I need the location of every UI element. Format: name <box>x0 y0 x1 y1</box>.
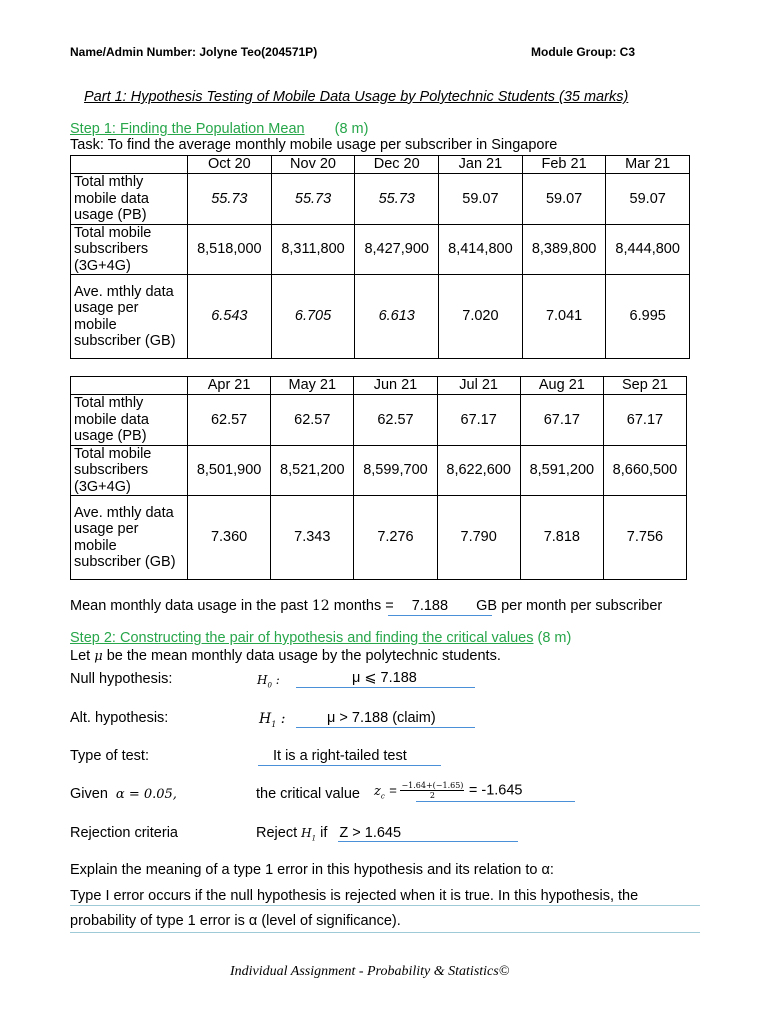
table-cell: 62.57 <box>188 395 271 446</box>
table-cell: 59.07 <box>522 174 606 225</box>
table-cell: 6.995 <box>606 275 690 359</box>
answer-rule-1 <box>70 905 700 906</box>
zc-symbol: $z_c$ <box>374 783 385 801</box>
critical-value-result: = -1.645 <box>468 782 523 799</box>
table-cell: 6.613 <box>355 275 439 359</box>
given-label: Given α = 0.05, <box>70 786 177 802</box>
h1-symbol: $H_1$ : <box>259 711 286 729</box>
table-cell: 8,622,600 <box>437 445 520 496</box>
row-label: Total mobile subscribers (3G+4G) <box>71 445 188 496</box>
table-cell: 8,414,800 <box>439 224 523 275</box>
table-cell: 8,521,200 <box>271 445 354 496</box>
row-label: Total mthly mobile data usage (PB) <box>71 395 188 446</box>
table-cell: 7.756 <box>603 496 686 580</box>
table-cell: 8,518,000 <box>188 224 272 275</box>
month-header: Apr 21 <box>188 377 271 395</box>
usage-table-1 <box>70 155 690 359</box>
table-row <box>71 496 687 580</box>
table-cell: 8,389,800 <box>522 224 606 275</box>
table-corner-cell <box>71 377 188 395</box>
critical-value-formula: $z_c$ = $\frac{-1.64+(-1.65)}{2}$ = -1.645 <box>374 781 523 801</box>
table-cell: 55.73 <box>355 174 439 225</box>
mean-value: 7.188 <box>411 598 449 614</box>
null-hypothesis-label: Null hypothesis: <box>70 671 173 687</box>
month-header: Dec 20 <box>355 156 439 174</box>
month-header: Sep 21 <box>603 377 686 395</box>
type1-answer-line1: Type I error occurs if the null hypothesis is rejected when it is true. In this hypothesis, the <box>70 888 639 904</box>
test-type-value: It is a right-tailed test <box>273 748 407 764</box>
month-header: Jan 21 <box>439 156 523 174</box>
table-cell: 59.07 <box>606 174 690 225</box>
rejection-answer-line <box>338 841 518 842</box>
month-header: Oct 20 <box>188 156 272 174</box>
table-row <box>71 174 690 225</box>
table-cell: 8,599,700 <box>354 445 437 496</box>
let-statement: Let μ be the mean monthly data usage by the polytechnic students. <box>70 648 501 664</box>
type1-question: Explain the meaning of a type 1 error in this hypothesis and its relation to α: <box>70 862 554 878</box>
month-header: Nov 20 <box>271 156 355 174</box>
table-cell: 62.57 <box>271 395 354 446</box>
part1-title: Part 1: Hypothesis Testing of Mobile Data Usage by Polytechnic Students (35 marks) <box>84 89 629 105</box>
table-cell: 8,591,200 <box>520 445 603 496</box>
answer-rule-2 <box>70 932 700 933</box>
table-cell: 7.360 <box>188 496 271 580</box>
step2-heading <box>70 630 571 646</box>
table-row <box>71 224 690 275</box>
alt-hypothesis-label: Alt. hypothesis: <box>70 710 169 726</box>
table-cell: 6.543 <box>188 275 272 359</box>
table-row <box>71 445 687 496</box>
table-cell: 7.041 <box>522 275 606 359</box>
critical-value-label: the critical value <box>256 786 360 802</box>
row-label: Total mthly mobile data usage (PB) <box>71 174 188 225</box>
table-cell: 8,311,800 <box>271 224 355 275</box>
rejection-criteria-statement: Reject $H_1$ if Z > 1.645 <box>256 825 402 843</box>
table-cell: 67.17 <box>520 395 603 446</box>
table-cell: 6.705 <box>271 275 355 359</box>
rejection-value: Z > 1.645 <box>339 825 402 841</box>
table-cell: 8,444,800 <box>606 224 690 275</box>
table-cell: 55.73 <box>188 174 272 225</box>
rejection-criteria-label: Rejection criteria <box>70 825 178 841</box>
row-label: Total mobile subscribers (3G+4G) <box>71 224 188 275</box>
table-cell: 7.790 <box>437 496 520 580</box>
table-cell: 8,660,500 <box>603 445 686 496</box>
critical-value-fraction: $\frac{-1.64+(-1.65)}{2}$ <box>401 781 464 800</box>
table-cell: 8,427,900 <box>355 224 439 275</box>
table-row <box>71 275 690 359</box>
month-header: Feb 21 <box>522 156 606 174</box>
row-label: Ave. mthly data usage per mobile subscriber (GB) <box>71 496 188 580</box>
table-cell: 7.818 <box>520 496 603 580</box>
row-label: Ave. mthly data usage per mobile subscriber (GB) <box>71 275 188 359</box>
table-corner-cell <box>71 156 188 174</box>
test-type-answer-line <box>258 765 441 766</box>
name-admin-label: Name/Admin Number: Jolyne Teo(204571P) <box>70 45 318 59</box>
table-cell: 59.07 <box>439 174 523 225</box>
h0-symbol: $H_0$ : <box>257 673 280 690</box>
month-header: May 21 <box>271 377 354 395</box>
step2-marks: (8 m) <box>537 630 572 646</box>
table-cell: 8,501,900 <box>188 445 271 496</box>
table-cell: 55.73 <box>271 174 355 225</box>
table-cell: 62.57 <box>354 395 437 446</box>
step1-title: Step 1: Finding the Population Mean <box>70 121 305 137</box>
footer-text: Individual Assignment - Probability & Statistics© <box>230 964 510 979</box>
table-cell: 7.020 <box>439 275 523 359</box>
alt-hypothesis-value: μ > 7.188 (claim) <box>327 710 436 726</box>
type1-answer-line2: probability of type 1 error is α (level of significance). <box>70 913 401 929</box>
test-type-label: Type of test: <box>70 748 149 764</box>
null-answer-line <box>296 687 475 688</box>
table-cell: 7.276 <box>354 496 437 580</box>
module-group-label: Module Group: C3 <box>531 45 635 59</box>
table-cell: 67.17 <box>603 395 686 446</box>
mean-statement: Mean monthly data usage in the past 12 months = 7.188 GB per month per subscriber <box>70 598 663 614</box>
usage-table-2 <box>70 376 687 580</box>
month-header: Jul 21 <box>437 377 520 395</box>
table-cell: 67.17 <box>437 395 520 446</box>
step1-heading <box>70 121 368 137</box>
month-header: Aug 21 <box>520 377 603 395</box>
table-header-row <box>71 156 690 174</box>
alt-answer-line <box>296 727 475 728</box>
h1-symbol-small: $H_1$ <box>301 826 317 843</box>
null-hypothesis-value: μ ⩽ 7.188 <box>352 670 417 686</box>
step2-title: Step 2: Constructing the pair of hypothesis and finding the critical values <box>70 630 534 646</box>
month-header: Mar 21 <box>606 156 690 174</box>
step1-task: Task: To find the average monthly mobile usage per subscriber in Singapore <box>70 137 558 153</box>
step1-marks: (8 m) <box>334 121 369 137</box>
table-header-row <box>71 377 687 395</box>
table-cell: 7.343 <box>271 496 354 580</box>
month-header: Jun 21 <box>354 377 437 395</box>
alpha-expression: α = 0.05, <box>115 787 177 802</box>
mean-answer-line <box>388 615 492 616</box>
table-row <box>71 395 687 446</box>
critical-answer-line <box>416 801 575 802</box>
